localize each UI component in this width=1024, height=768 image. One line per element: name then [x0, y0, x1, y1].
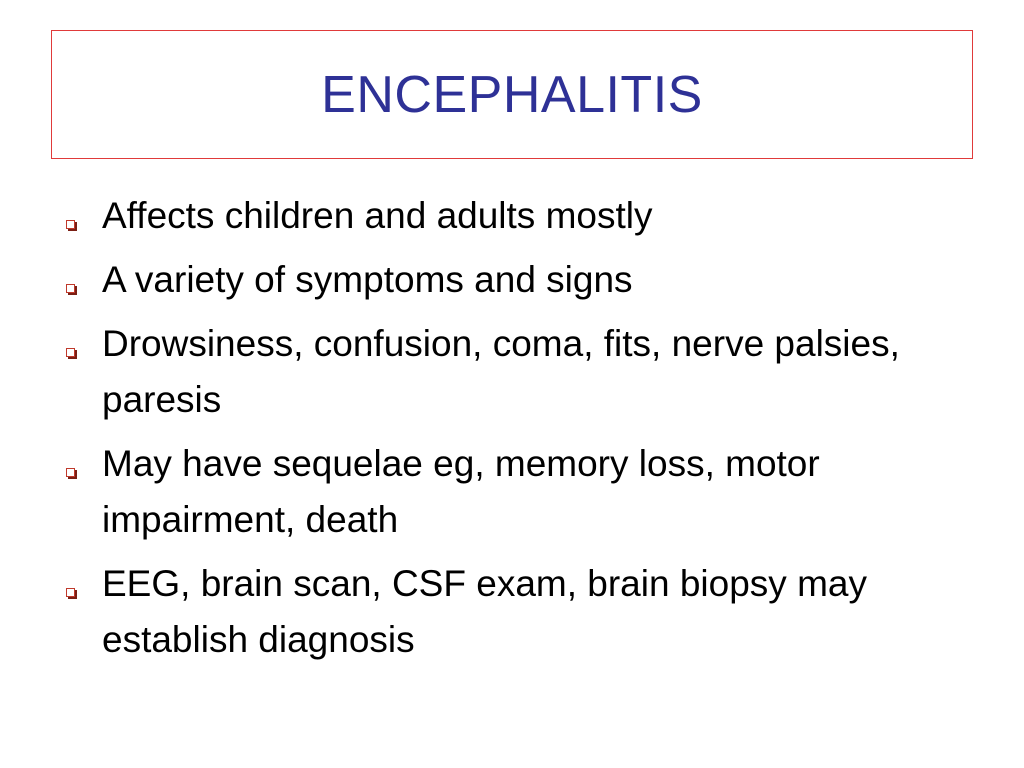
square-bullet-icon [66, 284, 75, 293]
bullet-text: EEG, brain scan, CSF exam, brain biopsy may establish diagnosis [102, 563, 867, 660]
bullet-text: Drowsiness, confusion, coma, fits, nerve palsies, paresis [102, 323, 900, 420]
title-box [51, 30, 973, 159]
bullet-item [60, 436, 960, 548]
bullet-item [60, 252, 960, 308]
bullet-item [60, 188, 960, 244]
square-bullet-icon [66, 588, 75, 597]
slide-title: ENCEPHALITIS [321, 65, 703, 124]
square-bullet-icon [66, 348, 75, 357]
square-bullet-icon [66, 220, 75, 229]
bullet-text: May have sequelae eg, memory loss, motor impairment, death [102, 443, 820, 540]
bullet-item [60, 556, 960, 668]
square-bullet-icon [66, 468, 75, 477]
bullet-text: Affects children and adults mostly [102, 195, 653, 236]
bullet-text: A variety of symptoms and signs [102, 259, 633, 300]
bullet-item [60, 316, 960, 428]
bullet-list [60, 188, 960, 676]
